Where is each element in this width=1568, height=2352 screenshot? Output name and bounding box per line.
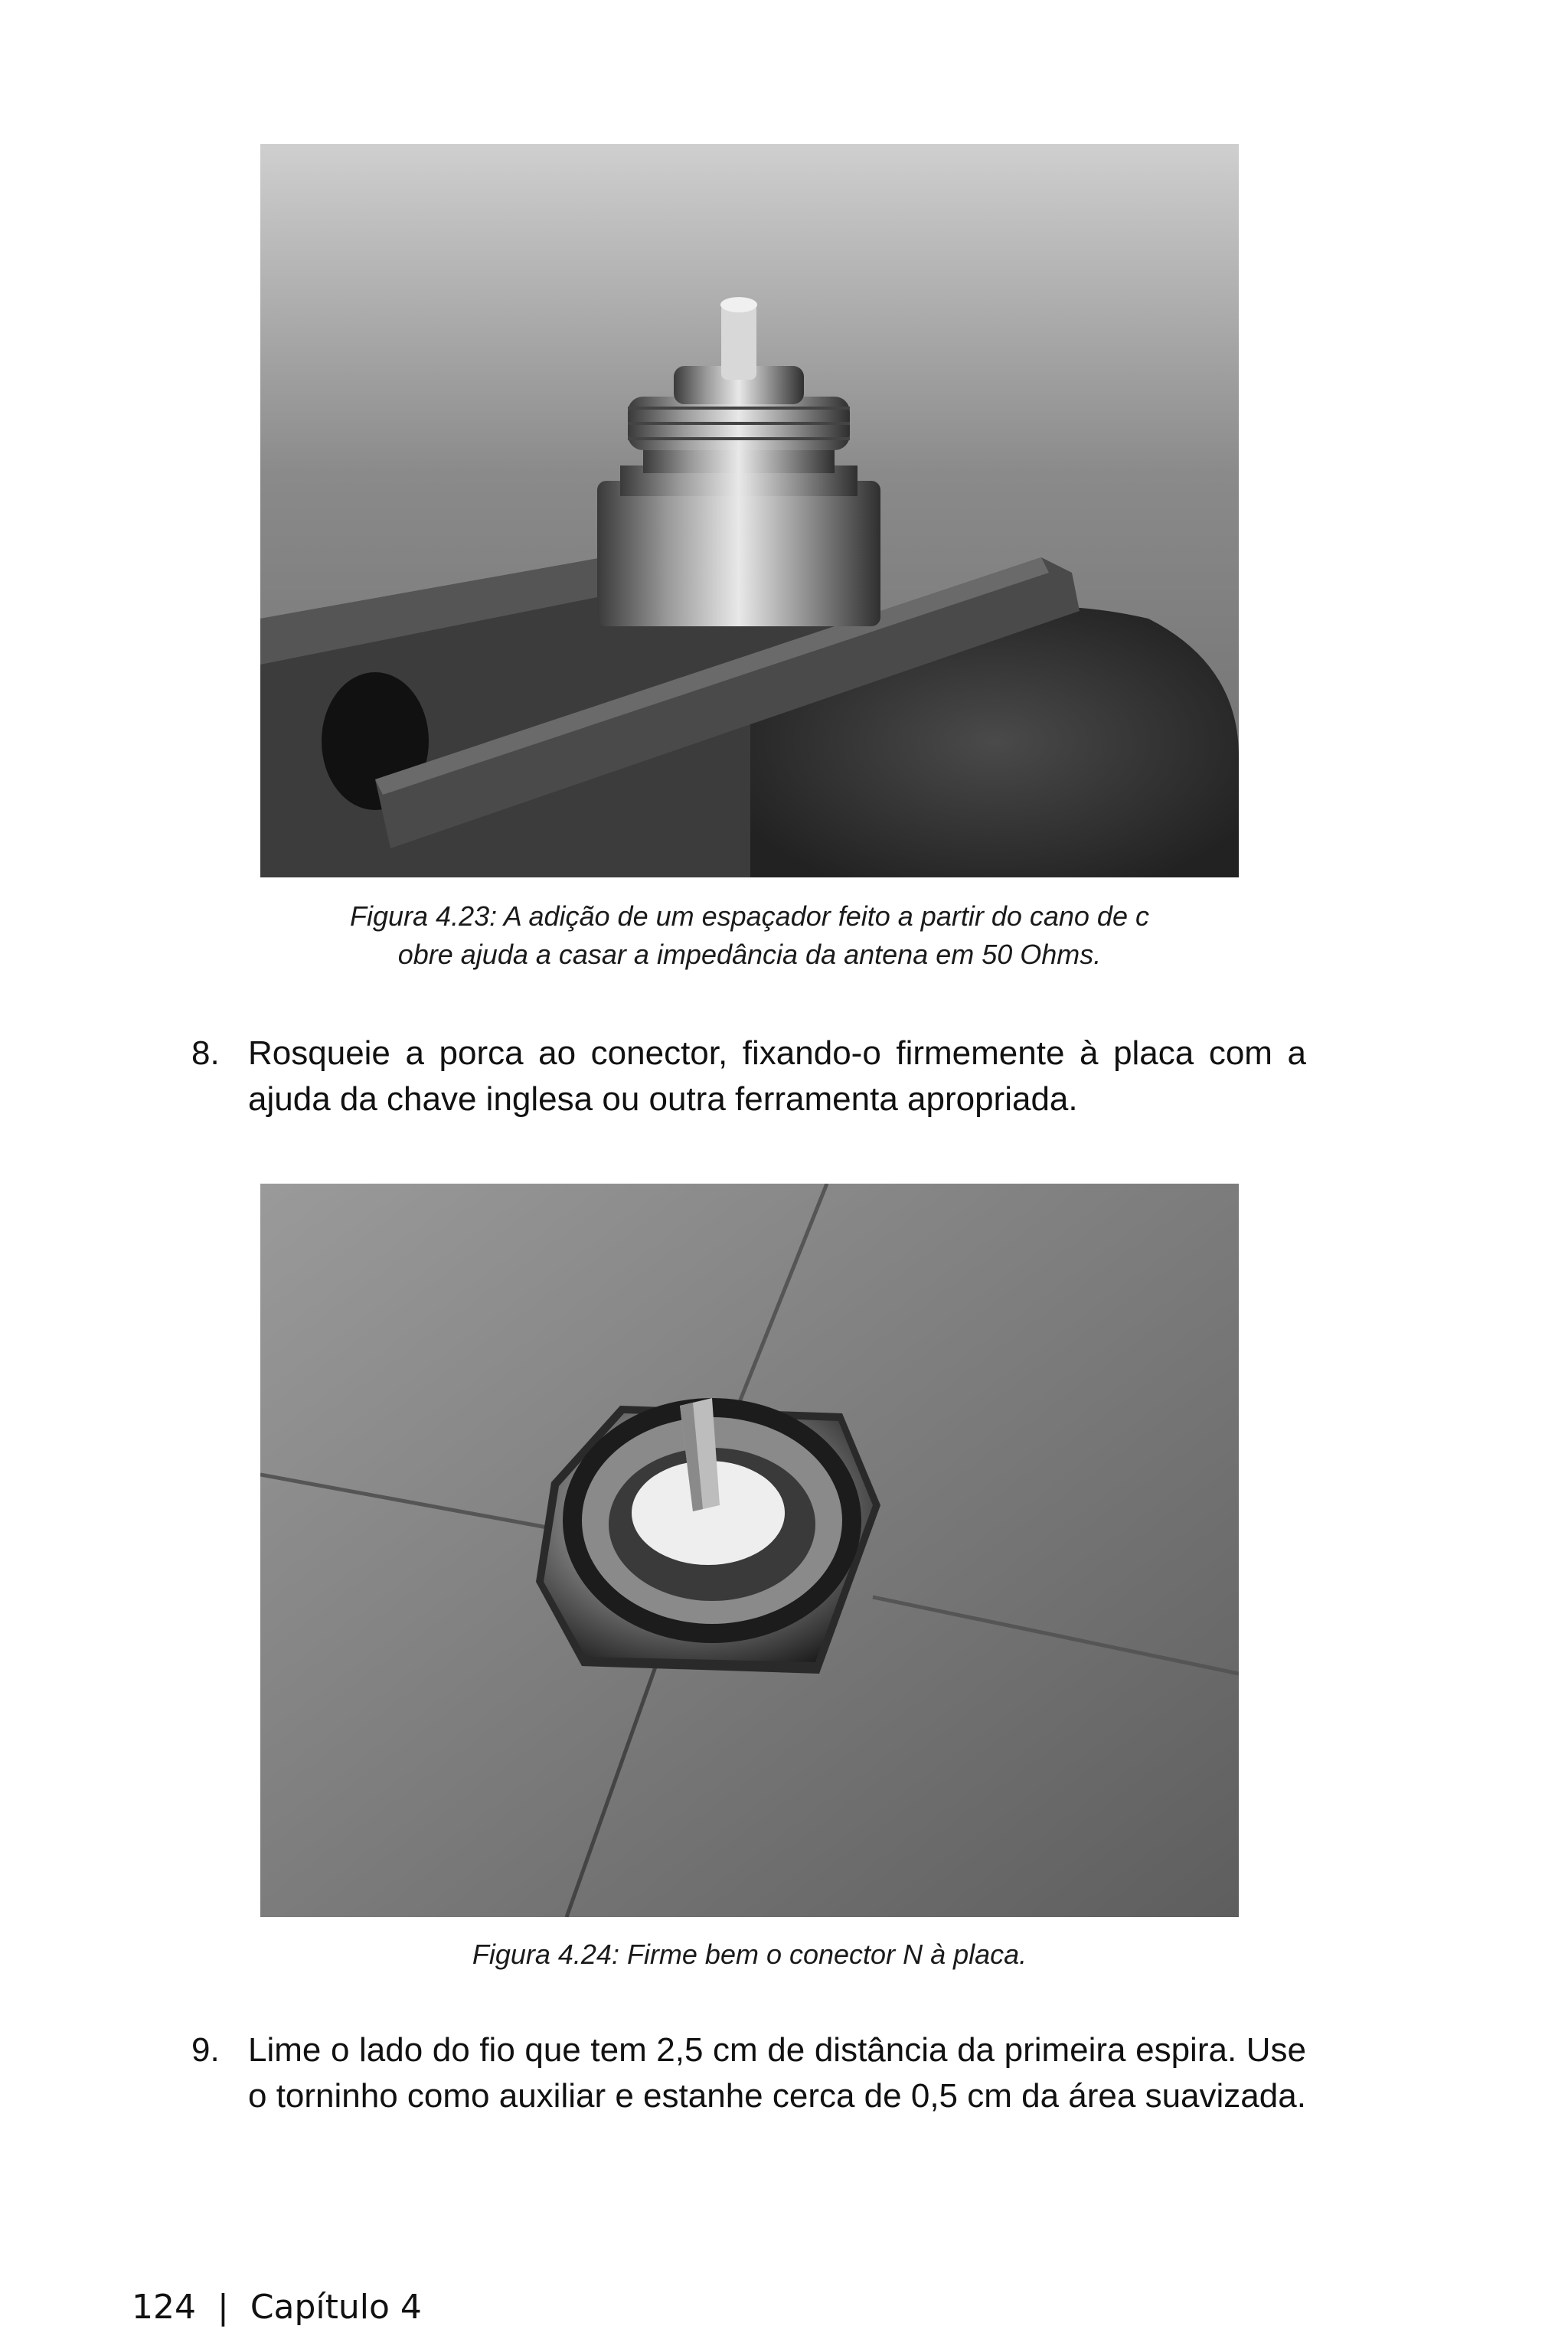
connector-spacer-photo <box>260 144 1239 877</box>
figure-4-23-photo <box>260 144 1239 877</box>
step-text <box>248 1031 1306 1122</box>
step-line: Rosqueie a porca ao conector, fixando-o firmemente à placa com a <box>248 1034 1306 1072</box>
step-9 <box>191 2027 1306 2119</box>
caption-line: obre ajuda a casar a impedância da antena em 50 Ohms. <box>397 939 1102 970</box>
chapter-label: Capítulo 4 <box>250 2288 422 2327</box>
step-text <box>248 2027 1306 2119</box>
connector-nut-photo <box>260 1184 1239 1917</box>
figure-4-24-photo <box>260 1184 1239 1917</box>
page-footer <box>132 2288 422 2327</box>
caption-line: Figura 4.24: Firme bem o conector N à placa. <box>472 1939 1027 1970</box>
step-line: ajuda da chave inglesa ou outra ferramenta apropriada. <box>248 1080 1078 1118</box>
step-number: 8. <box>191 1034 220 1072</box>
figure-4-24-caption <box>260 1936 1239 1974</box>
caption-line: Figura 4.23: A adição de um espaçador feito a partir do cano de c <box>350 900 1149 932</box>
step-line: o torninho como auxiliar e estanhe cerca de 0,5 cm da área suavizada. <box>248 2077 1306 2115</box>
step-number: 9. <box>191 2031 220 2069</box>
figure-4-23-caption <box>260 897 1239 974</box>
footer-separator: | <box>217 2288 229 2327</box>
step-8 <box>191 1031 1306 1122</box>
page-number: 124 <box>132 2288 196 2327</box>
step-line: Lime o lado do fio que tem 2,5 cm de distância da primeira espira. Use <box>248 2031 1306 2069</box>
